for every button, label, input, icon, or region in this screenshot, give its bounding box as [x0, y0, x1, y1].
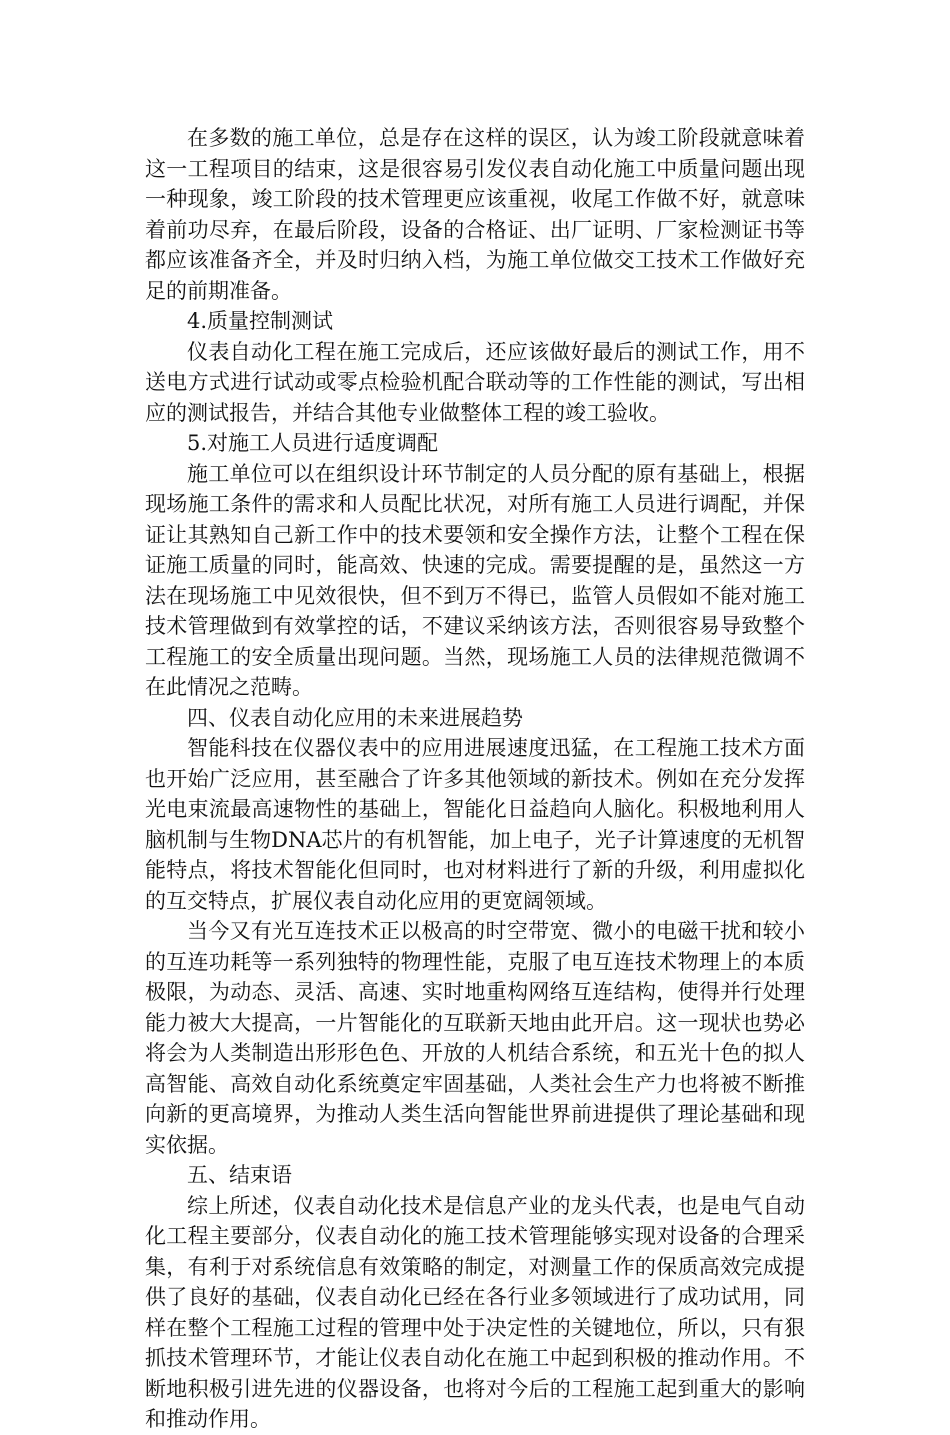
paragraph-future-trends-2: 当今又有光互连技术正以极高的时空带宽、微小的电磁干扰和较小的互连功耗等一系列独特的物理性能，克服了电互连技术物理上的本质极限，为动态、灵活、高速、实时地重构网络互连结构，使得并行处理能力被大大提高，一片智能化的互联新天地由此开启。这一现状也势必将会为人类制造出形形色色、开放的人机结合系统，和五光十色的拟人高智能、高效自动化系统奠定牢固基础，人类社会生产力也将被不断推向新的更高境界，为推动人类生活向智能世界前进提供了理论基础和现实依据。	[145, 919, 805, 1157]
heading-conclusion: 五、结束语	[187, 1163, 292, 1187]
paragraph-staff-adjustment: 施工单位可以在组织设计环节制定的人员分配的原有基础上，根据现场施工条件的需求和人员配比状况，对所有施工人员进行调配，并保证让其熟知自己新工作中的技术要领和安全操作方法，让整个工程在保证施工质量的同时，能高效、快速的完成。需要提醒的是，虽然这一方法在现场施工中见效很快，但不到万不得已，监管人员假如不能对施工技术管理做到有效掌控的话，不建议采纳该方法，否则很容易导致整个工程施工的安全质量出现问题。当然，现场施工人员的法律规范微调不在此情况之范畴。	[145, 461, 805, 699]
heading-staff-adjustment: 5.对施工人员进行适度调配	[187, 431, 439, 455]
paragraph-quality-control-test: 仪表自动化工程在施工完成后，还应该做好最后的测试工作，用不送电方式进行试动或零点检验机配合联动等的工作性能的测试，写出相应的测试报告，并结合其他专业做整体工程的竣工验收。	[145, 339, 805, 425]
paragraph-future-trends-1: 智能科技在仪器仪表中的应用进展速度迅猛，在工程施工技术方面也开始广泛应用，甚至融合了许多其他领域的新技术。例如在充分发挥光电束流最高速物性的基础上，智能化日益趋向人脑化。积极地利用人脑机制与生物DNA芯片的有机智能，加上电子，光子计算速度的无机智能特点，将技术智能化但同时，也对材料进行了新的升级，利用虚拟化的互交特点，扩展仪表自动化应用的更宽阔领域。	[145, 736, 805, 913]
paragraph-conclusion: 综上所述，仪表自动化技术是信息产业的龙头代表，也是电气自动化工程主要部分，仪表自动化的施工技术管理能够实现对设备的合理采集，有利于对系统信息有效策略的制定，对测量工作的保质高效完成提供了良好的基础，仪表自动化已经在各行业多领域进行了成功试用，同样在整个工程施工过程的管理中处于决定性的关键地位，所以，只有狠抓技术管理环节，才能让仪表自动化在施工中起到积极的推动作用。不断地积极引进先进的仪器设备，也将对今后的工程施工起到重大的影响和推动作用。	[145, 1193, 805, 1431]
heading-future-trends: 四、仪表自动化应用的未来进展趋势	[187, 705, 523, 730]
paragraph-completion-stage: 在多数的施工单位，总是存在这样的误区，认为竣工阶段就意味着这一工程项目的结束，这是很容易引发仪表自动化施工中质量问题出现一种现象，竣工阶段的技术管理更应该重视，收尾工作做不好，就意味着前功尽弃，在最后阶段，设备的合格证、出厂证明、厂家检测证书等都应该准备齐全，并及时归纳入档，为施工单位做交工技术工作做好充足的前期准备。	[145, 126, 805, 303]
document-body	[145, 123, 805, 1435]
heading-quality-control-test: 4.质量控制测试	[187, 309, 334, 333]
